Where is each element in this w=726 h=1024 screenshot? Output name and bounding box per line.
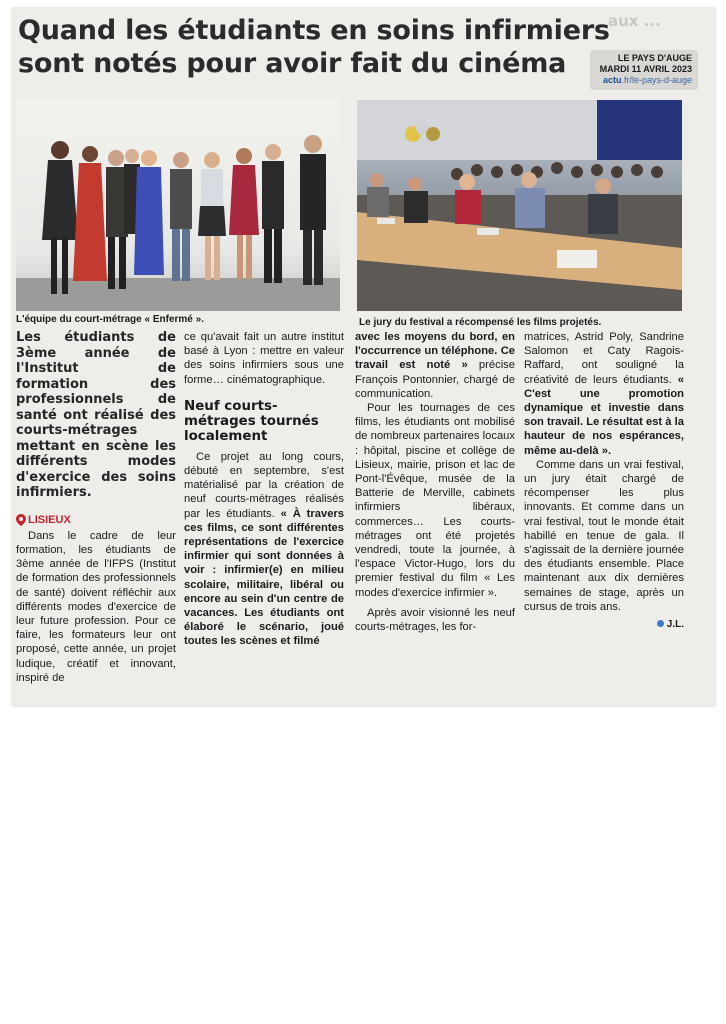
col3-p1-normal: précise François Pontonnier, chargé de communication. [355,359,515,400]
signature-text: J.L. [666,619,684,631]
source-date: MARDI 11 AVRIL 2023 [599,64,692,74]
jury-photo-illustration [357,100,682,311]
col3-paragraph-1 [355,330,515,401]
col4-p1-normal: matrices, Astrid Poly, Sandrine Salomon et Caty Ragois-Raffard, ont souligné la créativité de leurs étudiants. [524,331,684,386]
source-name: LE PAYS D'AUGE [617,53,692,63]
team-photo [16,98,340,311]
col4-paragraph-2: Comme dans un vrai festival, un jury était chargé de récompenser les plus innovants. Et comme dans un vrai festival, tout le monde était habillé en tenue de gala. Il s'agissait de la dernière journée des étudiants ensemble. Place maintenant aux dix dernières semaines de stage, après un cursus de trois ans. [524,458,684,613]
col3-paragraph-2: Pour les tournages de ces films, les étudiants ont mobilisé de nombreux partenaires locaux : hôpital, piscine et collège de Lisieux, mairie, prison et lac de Pont-l'Évêque, musée de la Batterie de Merville, cabinets infirmiers libéraux, commerces… Les courts-métrages ont été projetés vendredi, toute la journée, à l'espace Victor-Hugo, lors du premier festival du film « Les modes d'exercice infirmier ». [355,402,515,599]
people-group [42,135,326,294]
lede: Les étudiants de 3ème année de l'Institut de formation des professionnels de santé ont réalisé des courts-métrages mettant en scène les différents modes d'exercice des soins infirmiers. [16,330,176,500]
subhead: Neuf courts-métrages tournés localement [184,398,319,444]
dateline [16,513,176,527]
team-photo-illustration [16,98,340,311]
source-url-prefix: actu [602,75,622,85]
team-photo-caption: L'équipe du court-métrage « Enfermé ». [16,314,204,325]
ghost-text: aux ... [608,12,661,30]
column-2 [184,330,344,649]
col4-paragraph-1 [524,330,684,458]
dateline-text: LISIEUX [28,513,71,526]
column-1 [16,330,176,685]
jury-photo [357,100,682,311]
source-badge [590,50,698,90]
signature-dot-icon [657,620,664,627]
col2-p2-bold: « À travers ces films, ce sont différentes représentations de l'exercice infirmier qui sont données à voir : infirmier(e) en milieu scolaire, militaire, libéral ou encore au sein d'un centre de vacances. Les étudiants ont élaboré le scénario, joué toutes les scènes et filmé [184,507,345,648]
col3-paragraph-3: Après avoir visionné les neuf courts-métrages, les for- [355,606,515,634]
col2-p2-normal: Ce projet au long cours, débuté en septembre, s'est matérialisé par la création de neuf courts-métrages réalisés par les étudiants. [184,450,344,520]
source-url-rest: .fr/le-pays-d-auge [621,75,692,85]
col3-p1-bold: avec les moyens du bord, en l'occurrence un téléphone. Ce travail est noté » [355,331,515,372]
col2-paragraph-1: ce qu'avait fait un autre institut basé à Lyon : mettre en valeur des soins infirmiers sous une forme… cinématographique. [184,331,344,386]
headline-line-2: sont notés pour avoir fait du cinéma [18,48,567,79]
location-pin-icon [16,514,26,526]
column-4 [524,330,684,632]
jury-photo-caption: Le jury du festival a récompensé les films projetés. [359,317,602,328]
newspaper-clipping [12,8,715,706]
signature [524,618,684,632]
headline-line-1: Quand les étudiants en soins infirmiers [18,15,610,46]
col1-paragraph: Dans le cadre de leur formation, les étudiants de 3ème année de l'IFPS (Institut de formation des professionnels de santé) doivent réfléchir aux différents modes d'exercice de leur future profession. Pour ce faire, les formateurs leur ont proposé, cette année, un projet ludique, créatif et innovant, inspiré de [16,529,176,684]
col2-paragraph-2 [184,450,344,649]
headline [18,14,610,80]
column-3 [355,330,515,634]
source-url [590,75,692,86]
col4-p1-bold: « C'est une promotion dynamique et investie dans son travail. Le résultat est à la hauteur de nos espérances, même au-delà ». [524,373,684,457]
